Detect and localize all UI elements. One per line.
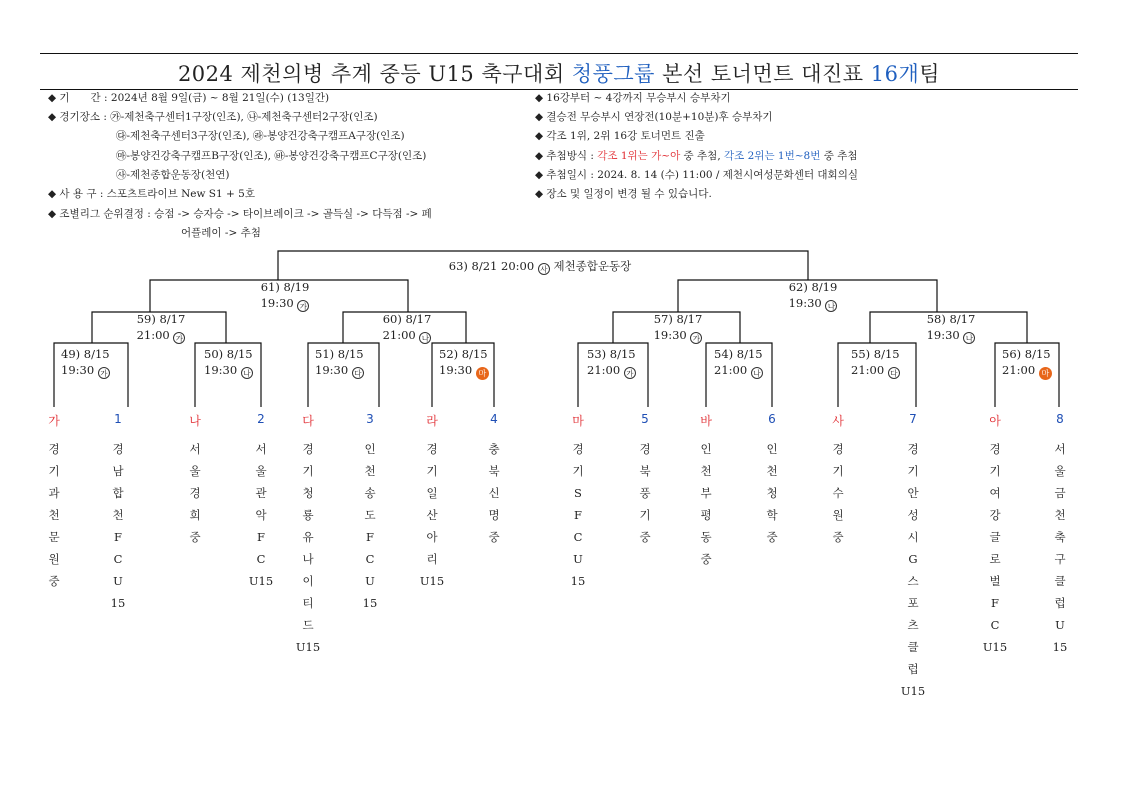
team-name-char: F xyxy=(574,508,582,522)
team-name-char: 천 xyxy=(1054,508,1066,522)
team-name xyxy=(178,438,212,548)
team-name-char: 로 xyxy=(989,552,1001,566)
team-name xyxy=(477,438,511,548)
team-name-char: 원 xyxy=(48,552,60,566)
match-63-label: 63) 8/21 20:00 사 제천종합운동장 xyxy=(448,259,632,274)
team-name-char: 나 xyxy=(302,552,314,566)
team-name-char: C xyxy=(113,552,123,566)
team-name-char: 안 xyxy=(907,486,919,500)
team-name-char: 동 xyxy=(700,530,712,544)
team-name-char: 산 xyxy=(426,508,438,522)
team-name-char: 클 xyxy=(1054,574,1066,588)
team-name-char: 인 xyxy=(700,442,712,456)
match-52-label: 52) 8/15 19:30 마 xyxy=(439,347,488,378)
team-name-char: U xyxy=(1055,618,1065,632)
venue-mark: 다 xyxy=(888,367,900,379)
team-name-char: 성 xyxy=(907,508,919,522)
team-name-char: 도 xyxy=(364,508,376,522)
team-name-char: C xyxy=(256,552,266,566)
team-name xyxy=(37,438,71,592)
team-name-char: 이 xyxy=(302,574,314,588)
team-name-char: 경 xyxy=(48,442,60,456)
team-name-char: 룡 xyxy=(302,508,314,522)
info-advance-rule: ◆ 각조 1위, 2위 16강 토너먼트 진출 xyxy=(535,130,705,142)
venue-mark: 가 xyxy=(624,367,636,379)
info-ranking-2: 어플레이 -> 추첨 xyxy=(181,227,261,239)
info-draw-method: ◆ 추첨방식 : 각조 1위는 가~아 중 추첨, 각조 2위는 1번~8번 중 추첨 xyxy=(535,150,858,162)
team-name-char: G xyxy=(908,552,918,566)
seed-label: 7 xyxy=(909,412,917,426)
team-name-char: 유 xyxy=(302,530,314,544)
match-50-label: 50) 8/15 19:30 나 xyxy=(204,347,253,378)
venue-mark-orange: 마 xyxy=(476,367,489,380)
team-name-char: C xyxy=(365,552,375,566)
team-name-char: 울 xyxy=(1054,464,1066,478)
venue-mark: 나 xyxy=(241,367,253,379)
team-name-char: 티 xyxy=(302,596,314,610)
team-name-char: 중 xyxy=(189,530,201,544)
team-name-char: 경 xyxy=(426,442,438,456)
team-name-char: 청 xyxy=(766,486,778,500)
match-58-label: 58) 8/17 19:30 나 xyxy=(926,312,976,343)
info-venues-4: ㉴-제천종합운동장(천연) xyxy=(116,169,230,181)
team-name-char: 글 xyxy=(989,530,1001,544)
match-60-label: 60) 8/17 21:00 나 xyxy=(382,312,432,343)
team-name-char: 신 xyxy=(488,486,500,500)
team-name-char: 경 xyxy=(112,442,124,456)
match-54-label: 54) 8/15 21:00 나 xyxy=(714,347,763,378)
seed-label: 다 xyxy=(302,414,314,428)
team-name-char: 평 xyxy=(700,508,712,522)
venue-mark: 나 xyxy=(751,367,763,379)
team-name xyxy=(415,438,449,592)
team-name-char: 강 xyxy=(989,508,1001,522)
team-name-char: 럽 xyxy=(907,662,919,676)
info-ball: ◆ 사 용 구 : 스포츠트라이브 New S1 + 5호 xyxy=(48,188,255,200)
team-name-char: 관 xyxy=(255,486,267,500)
team-name-char: 서 xyxy=(255,442,267,456)
team-name-char: 기 xyxy=(302,464,314,478)
team-name-char: 천 xyxy=(48,508,60,522)
team-name xyxy=(561,438,595,592)
venue-mark: 나 xyxy=(419,332,431,344)
team-name-char: 15 xyxy=(1052,640,1068,654)
match-51-label: 51) 8/15 19:30 다 xyxy=(315,347,364,378)
info-period: ◆ 기 간 : 2024년 8월 9일(금) ~ 8월 21일(수) (13일간) xyxy=(48,92,330,104)
team-name-char: 북 xyxy=(488,464,500,478)
seed-label: 4 xyxy=(490,412,498,426)
team-name-char: 구 xyxy=(1054,552,1066,566)
team-name-char: 천 xyxy=(364,464,376,478)
team-name-char: U xyxy=(573,552,583,566)
seed-label: 바 xyxy=(700,414,712,428)
info-final-rule: ◆ 결승전 무승부시 연장전(10분+10분)후 승부차기 xyxy=(535,111,773,123)
seed-label: 5 xyxy=(641,412,649,426)
team-name-char: 아 xyxy=(426,530,438,544)
seed-label: 2 xyxy=(257,412,265,426)
team-name-char: 클 xyxy=(907,640,919,654)
seed-label: 3 xyxy=(366,412,374,426)
seed-label: 아 xyxy=(989,414,1001,428)
team-name-char: U xyxy=(365,574,375,588)
team-name-char: 중 xyxy=(48,574,60,588)
info-venues-1: ◆ 경기장소 : ㉮-제천축구센터1구장(인조), ㉯-제천축구센터2구장(인조) xyxy=(48,111,378,123)
info-venues-3: ㉲-봉양건강축구캠프B구장(인조), ㉳-봉양건강축구캠프C구장(인조) xyxy=(116,150,427,162)
team-name-char: 인 xyxy=(364,442,376,456)
team-name-char: U15 xyxy=(295,640,321,654)
team-name-char: 중 xyxy=(639,530,651,544)
team-name-char: 부 xyxy=(700,486,712,500)
team-name-char: U15 xyxy=(419,574,445,588)
team-name-char: 경 xyxy=(907,442,919,456)
team-name-char: 천 xyxy=(112,508,124,522)
team-name-char: 15 xyxy=(570,574,586,588)
team-name-char: U15 xyxy=(900,684,926,698)
team-name-char: 송 xyxy=(364,486,376,500)
match-56-label: 56) 8/15 21:00 마 xyxy=(1002,347,1051,378)
venue-mark: 다 xyxy=(352,367,364,379)
seed-label: 1 xyxy=(114,412,122,426)
team-name-char: U15 xyxy=(982,640,1008,654)
team-name-char: 벌 xyxy=(989,574,1001,588)
seed-label: 마 xyxy=(572,414,584,428)
team-name xyxy=(689,438,723,570)
team-name-char: 풍 xyxy=(639,486,651,500)
team-name-char: C xyxy=(573,530,583,544)
team-name xyxy=(896,438,930,702)
venue-mark: 사 xyxy=(538,263,550,275)
team-name-char: 명 xyxy=(488,508,500,522)
team-name-char: 기 xyxy=(572,464,584,478)
team-name-char: 문 xyxy=(48,530,60,544)
team-name-char: 여 xyxy=(989,486,1001,500)
team-name xyxy=(628,438,662,548)
match-53-label: 53) 8/15 21:00 가 xyxy=(587,347,636,378)
team-name-char: 중 xyxy=(832,530,844,544)
team-name-char: 츠 xyxy=(907,618,919,632)
venue-mark-orange: 마 xyxy=(1039,367,1052,380)
team-name-char: U15 xyxy=(248,574,274,588)
team-name-char: U xyxy=(113,574,123,588)
venue-mark: 나 xyxy=(963,332,975,344)
team-name-char: 기 xyxy=(426,464,438,478)
match-55-label: 55) 8/15 21:00 다 xyxy=(851,347,900,378)
team-name-char: 희 xyxy=(189,508,201,522)
team-name-char: 15 xyxy=(362,596,378,610)
seed-label: 가 xyxy=(48,414,60,428)
team-name-char: 남 xyxy=(112,464,124,478)
team-name-char: 경 xyxy=(572,442,584,456)
match-57-label: 57) 8/17 19:30 가 xyxy=(653,312,703,343)
match-59-label: 59) 8/17 21:00 가 xyxy=(136,312,186,343)
team-name-char: 시 xyxy=(907,530,919,544)
match-62-label: 62) 8/19 19:30 나 xyxy=(788,280,838,311)
team-name-char: 드 xyxy=(302,618,314,632)
team-name-char: 서 xyxy=(189,442,201,456)
venue-mark: 가 xyxy=(98,367,110,379)
info-venues-2: ㉰-제천축구센터3구장(인조), ㉱-봉양건강축구캠프A구장(인조) xyxy=(116,130,405,142)
team-name-char: F xyxy=(257,530,265,544)
team-name-char: 기 xyxy=(832,464,844,478)
team-name-char: 일 xyxy=(426,486,438,500)
team-name-char: 악 xyxy=(255,508,267,522)
team-name xyxy=(101,438,135,614)
team-name-char: 포 xyxy=(907,596,919,610)
team-name-char: F xyxy=(991,596,999,610)
seed-label: 라 xyxy=(426,414,438,428)
team-name-char: 울 xyxy=(255,464,267,478)
team-name-char: 천 xyxy=(766,464,778,478)
team-name-char: 중 xyxy=(700,552,712,566)
venue-mark: 가 xyxy=(690,332,702,344)
info-draw-date: ◆ 추첨일시 : 2024. 8. 14 (수) 11:00 / 제천시여성문화센터 대회의실 xyxy=(535,169,858,181)
team-name-char: 과 xyxy=(48,486,60,500)
seed-label: 8 xyxy=(1056,412,1064,426)
team-name-char: 경 xyxy=(832,442,844,456)
team-name-char: 학 xyxy=(766,508,778,522)
team-name-char: S xyxy=(574,486,582,500)
team-name-char: 충 xyxy=(488,442,500,456)
team-name-char: 중 xyxy=(766,530,778,544)
team-name-char: 수 xyxy=(832,486,844,500)
team-name-char: 서 xyxy=(1054,442,1066,456)
venue-mark: 가 xyxy=(173,332,185,344)
team-name xyxy=(291,438,325,658)
seed-label: 나 xyxy=(189,414,201,428)
info-change-notice: ◆ 장소 및 일정이 변경 될 수 있습니다. xyxy=(535,188,712,200)
team-name-char: 원 xyxy=(832,508,844,522)
team-name-char: 리 xyxy=(426,552,438,566)
team-name-char: 금 xyxy=(1054,486,1066,500)
team-name-char: 축 xyxy=(1054,530,1066,544)
team-name-char: F xyxy=(114,530,122,544)
team-name-char: 인 xyxy=(766,442,778,456)
team-name-char: 스 xyxy=(907,574,919,588)
info-pk-rule: ◆ 16강부터 ~ 4강까지 무승부시 승부차기 xyxy=(535,92,731,104)
team-name-char: 중 xyxy=(488,530,500,544)
seed-label: 사 xyxy=(832,414,844,428)
team-name xyxy=(244,438,278,592)
team-name-char: 기 xyxy=(989,464,1001,478)
venue-mark: 나 xyxy=(825,300,837,312)
team-name-char: 경 xyxy=(189,486,201,500)
match-49-label: 49) 8/15 19:30 가 xyxy=(61,347,110,378)
team-name xyxy=(353,438,387,614)
team-name xyxy=(978,438,1012,658)
team-name-char: 경 xyxy=(302,442,314,456)
team-name-char: 청 xyxy=(302,486,314,500)
team-name-char: 천 xyxy=(700,464,712,478)
team-name-char: 기 xyxy=(48,464,60,478)
match-61-label: 61) 8/19 19:30 가 xyxy=(260,280,310,311)
team-name-char: C xyxy=(990,618,1000,632)
team-name-char: 경 xyxy=(639,442,651,456)
team-name-char: 북 xyxy=(639,464,651,478)
team-name xyxy=(821,438,855,548)
team-name-char: 경 xyxy=(989,442,1001,456)
team-name-char: 기 xyxy=(907,464,919,478)
venue-mark: 가 xyxy=(297,300,309,312)
team-name-char: 15 xyxy=(110,596,126,610)
team-name-char: 럽 xyxy=(1054,596,1066,610)
team-name-char: 합 xyxy=(112,486,124,500)
page-title: 2024 제천의병 추계 중등 U15 축구대회 청풍그룹 본선 토너먼트 대진표 16개팀 xyxy=(177,62,941,86)
seed-label: 6 xyxy=(768,412,776,426)
info-ranking-1: ◆ 조별리그 순위결정 : 승점 -> 승자승 -> 타이브레이크 -> 골득실 -> 다득점 -> 페 xyxy=(48,208,432,220)
team-name xyxy=(755,438,789,548)
team-name-char: 울 xyxy=(189,464,201,478)
team-name-char: F xyxy=(366,530,374,544)
team-name xyxy=(1043,438,1077,658)
team-name-char: 기 xyxy=(639,508,651,522)
